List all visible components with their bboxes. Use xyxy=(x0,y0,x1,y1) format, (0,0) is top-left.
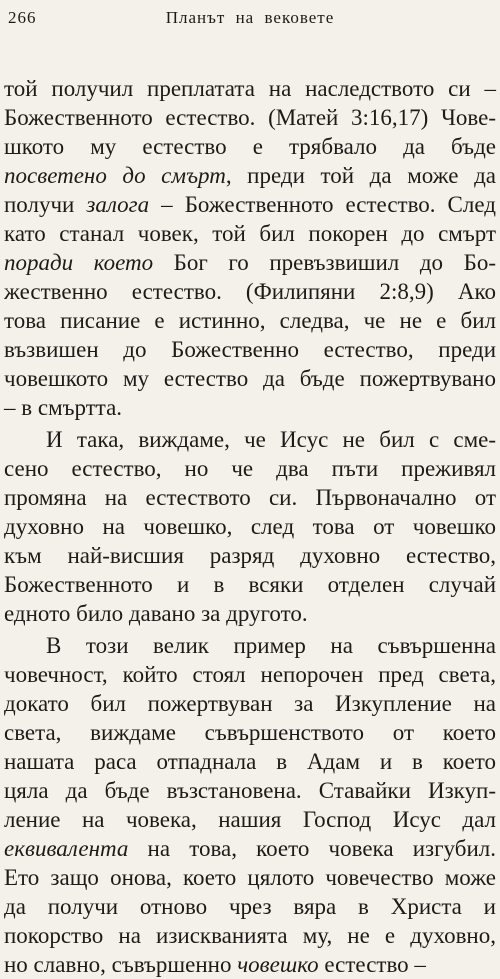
text-run: докато бил пожертвуван за Изкупление на xyxy=(4,691,496,716)
text-run: – Божественното естество. След xyxy=(149,192,496,217)
text-run: възвишен до Божественно естество, преди xyxy=(4,337,496,362)
text-line xyxy=(4,921,496,950)
text-line xyxy=(4,132,496,161)
text-line xyxy=(4,570,496,599)
text-line xyxy=(4,805,496,834)
text-run: да получи отново чрез вяра в Христа и xyxy=(4,894,496,919)
text-run: човешкото му естество да бъде пожертвувано xyxy=(4,366,496,391)
text-run: това писание е истинно, следва, че не е бил xyxy=(4,308,496,333)
page-number: 266 xyxy=(8,8,37,27)
text-line xyxy=(4,248,496,277)
text-line xyxy=(4,393,496,422)
text-line xyxy=(4,335,496,364)
text-run: жественно естество. (Филипяни 2:8,9) Ако xyxy=(4,279,496,304)
text-run: промяна на естеството си. Първоначално от xyxy=(4,485,496,510)
text-line xyxy=(4,631,496,660)
text-line xyxy=(4,161,496,190)
text-line xyxy=(4,483,496,512)
text-run: – в смъртта. xyxy=(4,395,123,420)
text-line xyxy=(4,747,496,776)
text-run: нашата раса отпаднала в Адам и в което xyxy=(4,749,496,774)
text-line xyxy=(4,834,496,863)
text-line xyxy=(4,277,496,306)
text-run: Божественното естество. (Матей 3:16,17) Чове- xyxy=(4,105,496,130)
emphasized-text: еквивалента xyxy=(4,836,129,861)
text-run: света, виждаме съвършенството от което xyxy=(4,720,496,745)
text-line xyxy=(4,306,496,335)
text-run: , преди той да може да xyxy=(225,163,496,188)
text-run: естество – xyxy=(318,952,426,977)
paragraph xyxy=(4,631,496,979)
text-run: но славно, съвършенно xyxy=(4,952,238,977)
text-run: духовно на човешко, след това от човешко xyxy=(4,514,496,539)
text-run: В този велик пример на съвършенна xyxy=(46,633,496,658)
page-header xyxy=(0,8,500,34)
text-line xyxy=(4,512,496,541)
text-run: като станал човек, той бил покорен до смърт xyxy=(4,221,496,246)
text-run: той получил преплатата на наследството си – xyxy=(4,76,496,101)
text-line xyxy=(4,364,496,393)
text-run: човечност, който стоял непорочен пред света, xyxy=(4,662,496,687)
text-line xyxy=(4,541,496,570)
text-line xyxy=(4,74,496,103)
text-run: ление на човека, нашия Господ Исус дал xyxy=(4,807,496,832)
paragraph xyxy=(4,425,496,628)
text-line xyxy=(4,776,496,805)
text-run: на това, което човека изгубил. xyxy=(128,836,496,861)
paragraph xyxy=(4,74,496,422)
emphasized-text: човешко xyxy=(237,952,319,977)
text-line xyxy=(4,219,496,248)
text-line xyxy=(4,718,496,747)
text-run: И така, виждаме, че Исус не бил с сме- xyxy=(46,427,496,452)
emphasized-text: посветено до смърт xyxy=(4,163,226,188)
text-line xyxy=(4,190,496,219)
text-run: Ето защо онова, което цялото човечество може xyxy=(4,865,496,890)
text-run: Бог го превъзвишил до Бо- xyxy=(153,250,496,275)
text-line xyxy=(4,950,496,979)
text-run: към най-висшия разряд духовно естество, xyxy=(4,543,496,568)
emphasized-text: залога xyxy=(86,192,150,217)
text-run: сено естество, но че два пъти преживял xyxy=(4,456,496,481)
emphasized-text: поради което xyxy=(4,250,154,275)
text-run: получи xyxy=(4,192,87,217)
text-run: цяла да бъде възстановена. Ставайки Изкуп- xyxy=(4,778,496,803)
text-run: Божественното и в всяки отделен случай xyxy=(4,572,496,597)
text-line xyxy=(4,425,496,454)
text-line xyxy=(4,599,496,628)
text-run: шкото му естество е трябвало да бъде xyxy=(4,134,496,159)
text-line xyxy=(4,103,496,132)
running-title: Планът на вековете xyxy=(165,8,335,27)
body-text xyxy=(4,74,496,979)
text-run: едното било давано за другото. xyxy=(4,601,308,626)
text-line xyxy=(4,689,496,718)
text-line xyxy=(4,660,496,689)
text-line xyxy=(4,454,496,483)
text-line xyxy=(4,863,496,892)
text-line xyxy=(4,892,496,921)
text-run: покорство на изискванията му, не е духовно, xyxy=(4,923,496,948)
